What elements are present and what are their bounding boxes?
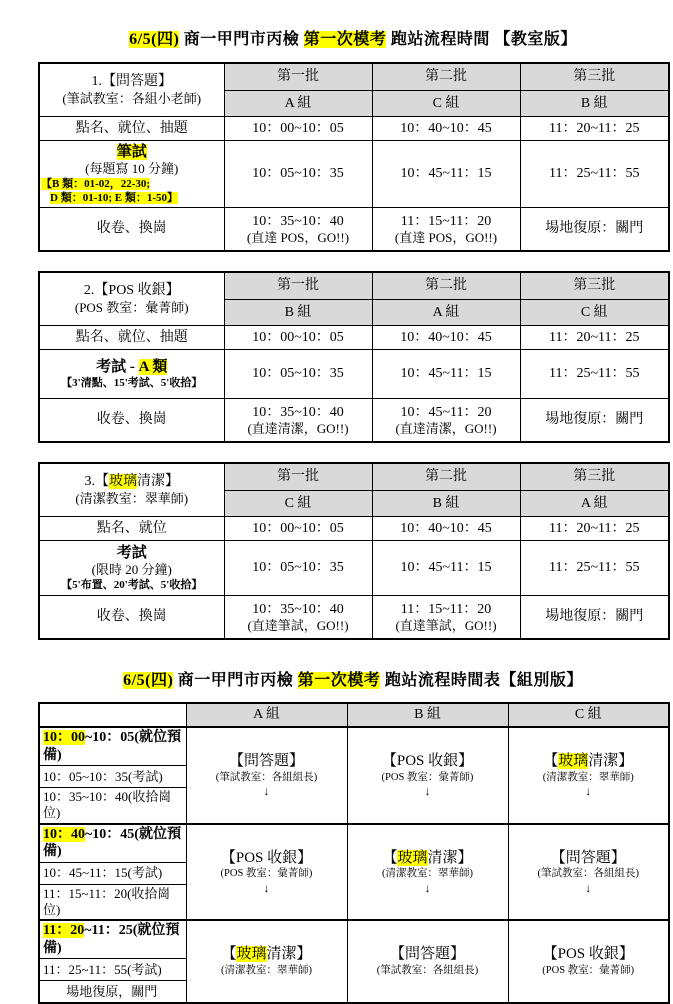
exam-subtitle: (限時 20 分鐘) <box>91 562 172 578</box>
station-name: 【問答題】 <box>550 849 626 866</box>
station-room: (筆試教室：各組組長) <box>376 965 479 977</box>
checkin-row <box>39 517 669 541</box>
title-school: 商一甲門市丙檢 <box>173 672 298 690</box>
time-cell: 10：05~10：35 <box>224 141 372 208</box>
exam-label-cell <box>39 350 224 399</box>
batch-header-row <box>39 63 669 91</box>
time-cell: 11：20~11：25 <box>520 326 669 350</box>
group-cell: C 組 <box>224 491 372 517</box>
group-cell: B 組 <box>372 491 520 517</box>
batch-header-cell: 第三批 <box>520 272 669 300</box>
group-cell: B 組 <box>224 300 372 326</box>
wrapup-cell: 場地復原：關門 <box>520 208 669 252</box>
station-name: 【玻璃清潔】 <box>221 946 312 963</box>
exam-row <box>39 141 669 208</box>
wrapup-cell: 11：15~11：20 (直達筆試，GO!!) <box>372 596 520 640</box>
down-arrow-icon: ↓ <box>585 784 592 799</box>
wrapup-cell: 10：35~10：40 (直達 POS，GO!!) <box>224 208 372 252</box>
station-assignment-cell <box>347 920 508 1003</box>
station-name: 【問答題】 <box>389 946 465 963</box>
time-cell: 10：45~11：15 <box>372 541 520 596</box>
checkin-label: 點名、就位 <box>39 517 224 541</box>
wrapup-cell: 10：35~10：40 (直達清潔，GO!!) <box>224 399 372 443</box>
station-corner-cell <box>39 272 224 326</box>
station-name: 3.【玻璃清潔】 <box>84 474 179 490</box>
station-name: 【POS 收銀】 <box>542 946 634 963</box>
wrapup-row <box>39 208 669 252</box>
exam-row <box>39 350 669 399</box>
time-label: 10：00~10：05(就位預備) <box>39 727 186 766</box>
wrapup-cell: 10：45~11：20 (直達清潔，GO!!) <box>372 399 520 443</box>
batch-header-cell: 第三批 <box>520 463 669 491</box>
title-date-highlight: 6/5(四) <box>129 31 180 48</box>
exam-label-cell <box>39 141 224 208</box>
wrapup-label: 收卷、換崗 <box>39 208 224 252</box>
station-room: (筆試教室：各組組長) <box>215 771 318 783</box>
wrapup-cell: 11：15~11：20 (直達 POS，GO!!) <box>372 208 520 252</box>
wrapup-label: 收卷、換崗 <box>39 399 224 443</box>
wrapup-label: 收卷、換崗 <box>39 596 224 640</box>
title-school: 商一甲門市丙檢 <box>179 31 304 48</box>
checkin-row <box>39 117 669 141</box>
exam-note-line2: D 類：01-10; E 類：1-50】 <box>50 191 179 204</box>
station-room: (清潔教室：翠華師) <box>542 771 634 783</box>
down-arrow-icon: ↓ <box>263 784 270 799</box>
exam-title: 考試 <box>116 545 147 562</box>
station-name: 【玻璃清潔】 <box>382 849 473 866</box>
time-cell: 11：25~11：55 <box>520 541 669 596</box>
batch-header-cell: 第三批 <box>520 63 669 91</box>
group-column-header: A 組 <box>186 703 347 727</box>
time-label: 11：20~11：25(就位預備) <box>39 920 186 959</box>
batch-header-cell: 第一批 <box>224 63 372 91</box>
station-room: (POS 教室：彙菁師) <box>74 299 189 315</box>
time-cell: 10：45~11：15 <box>372 141 520 208</box>
station-room: (清潔教室：翠華師) <box>382 868 473 880</box>
exam-note-line1: 【3'清點、15'考試、5'收拾】 <box>61 377 203 390</box>
timeslot-row-prep <box>39 920 669 959</box>
title-date-highlight: 6/5(四) <box>123 672 174 690</box>
station-assignment-cell <box>186 824 347 921</box>
exam-title: 筆試 <box>116 144 147 160</box>
title-exam-highlight: 第一次模考 <box>303 31 387 48</box>
group-cell: A 組 <box>224 91 372 117</box>
time-cell: 10：00~10：05 <box>224 117 372 141</box>
station-table-glass <box>38 462 670 640</box>
station-assignment-cell <box>508 727 669 824</box>
time-cell: 10：05~10：35 <box>224 350 372 399</box>
wrapup-row <box>39 596 669 640</box>
station-assignment-cell <box>347 824 508 921</box>
station-room: (POS 教室：彙菁師) <box>381 771 474 783</box>
group-cell: A 組 <box>372 300 520 326</box>
station-assignment-cell <box>508 920 669 1003</box>
wrapup-row <box>39 399 669 443</box>
time-cell: 10：40~10：45 <box>372 326 520 350</box>
checkin-label: 點名、就位、抽題 <box>39 326 224 350</box>
checkin-label: 點名、就位、抽題 <box>39 117 224 141</box>
station-table-qa <box>38 62 670 252</box>
time-label: 11：25~11：55(考試) <box>39 959 186 981</box>
timeslot-row-prep <box>39 824 669 863</box>
group-rotation-table <box>38 702 670 1004</box>
checkin-row <box>39 326 669 350</box>
time-cell: 10：00~10：05 <box>224 326 372 350</box>
group-version-title <box>38 667 668 690</box>
group-cell: C 組 <box>520 300 669 326</box>
station-room: (清潔教室：翠華師) <box>221 965 312 977</box>
time-cell: 10：40~10：45 <box>372 117 520 141</box>
exam-label-cell <box>39 541 224 596</box>
station-name: 2.【POS 收銀】 <box>83 283 180 299</box>
wrapup-cell: 場地復原：關門 <box>520 399 669 443</box>
title-rest: 跑站流程時間 【教室版】 <box>386 31 577 48</box>
station-name: 【玻璃清潔】 <box>543 753 634 770</box>
wrapup-cell: 10：35~10：40 (直達筆試，GO!!) <box>224 596 372 640</box>
time-cell: 11：20~11：25 <box>520 117 669 141</box>
station-assignment-cell <box>186 920 347 1003</box>
group-cell: C 組 <box>372 91 520 117</box>
time-cell: 11：25~11：55 <box>520 350 669 399</box>
station-room: (筆試教室：各組小老師) <box>62 90 202 106</box>
batch-header-row <box>39 272 669 300</box>
time-label: 10：45~11：15(考試) <box>39 862 186 884</box>
timeslot-row-prep <box>39 727 669 766</box>
station-corner-cell <box>39 463 224 517</box>
station-table-pos <box>38 271 670 443</box>
exam-note-line1: 【B 類：01-02，22-30; <box>41 177 151 190</box>
batch-header-cell: 第二批 <box>372 463 520 491</box>
batch-header-cell: 第一批 <box>224 463 372 491</box>
station-assignment-cell <box>347 727 508 824</box>
station-name: 【POS 收銀】 <box>381 753 474 770</box>
empty-corner-cell <box>39 703 186 727</box>
wrapup-cell: 場地復原：關門 <box>520 596 669 640</box>
down-arrow-icon: ↓ <box>263 880 270 895</box>
exam-note-line1: 【5'布置、20'考試、5'收拾】 <box>61 578 203 591</box>
classroom-version-title <box>38 26 668 49</box>
batch-header-cell: 第二批 <box>372 63 520 91</box>
exam-subtitle: (每題寫 10 分鐘) <box>85 161 179 176</box>
time-cell: 11：20~11：25 <box>520 517 669 541</box>
time-cell: 10：05~10：35 <box>224 541 372 596</box>
time-label: 10：35~10：40(收拾崗位) <box>39 788 186 824</box>
restore-label: 場地復原，關門 <box>39 981 186 1004</box>
station-name: 【問答題】 <box>228 753 304 770</box>
time-label: 10：40~10：45(就位預備) <box>39 824 186 863</box>
title-exam-highlight: 第一次模考 <box>297 672 381 690</box>
station-room: (POS 教室：彙菁師) <box>220 868 313 880</box>
time-label: 11：15~11：20(收拾崗位) <box>39 884 186 920</box>
time-cell: 11：25~11：55 <box>520 141 669 208</box>
title-rest: 跑站流程時間表【組別版】 <box>380 672 583 690</box>
station-name: 1.【問答題】 <box>91 74 172 90</box>
group-cell: A 組 <box>520 491 669 517</box>
batch-header-cell: 第二批 <box>372 272 520 300</box>
down-arrow-icon: ↓ <box>424 880 431 895</box>
exam-row <box>39 541 669 596</box>
station-corner-cell <box>39 63 224 117</box>
batch-header-cell: 第一批 <box>224 272 372 300</box>
group-table-header-row <box>39 703 669 727</box>
station-room: (POS 教室：彙菁師) <box>542 965 635 977</box>
time-label: 10：05~10：35(考試) <box>39 766 186 788</box>
station-assignment-cell <box>186 727 347 824</box>
time-cell: 10：00~10：05 <box>224 517 372 541</box>
batch-header-row <box>39 463 669 491</box>
group-cell: B 組 <box>520 91 669 117</box>
station-assignment-cell <box>508 824 669 921</box>
down-arrow-icon: ↓ <box>585 880 592 895</box>
station-room: (清潔教室：翠華師) <box>75 490 189 506</box>
group-column-header: B 組 <box>347 703 508 727</box>
station-room: (筆試教室：各組組長) <box>537 868 639 880</box>
time-cell: 10：40~10：45 <box>372 517 520 541</box>
station-name: 【POS 收銀】 <box>220 849 313 866</box>
exam-title: 考試 - A 類 <box>96 359 168 376</box>
time-cell: 10：45~11：15 <box>372 350 520 399</box>
down-arrow-icon: ↓ <box>424 784 431 799</box>
group-column-header: C 組 <box>508 703 669 727</box>
